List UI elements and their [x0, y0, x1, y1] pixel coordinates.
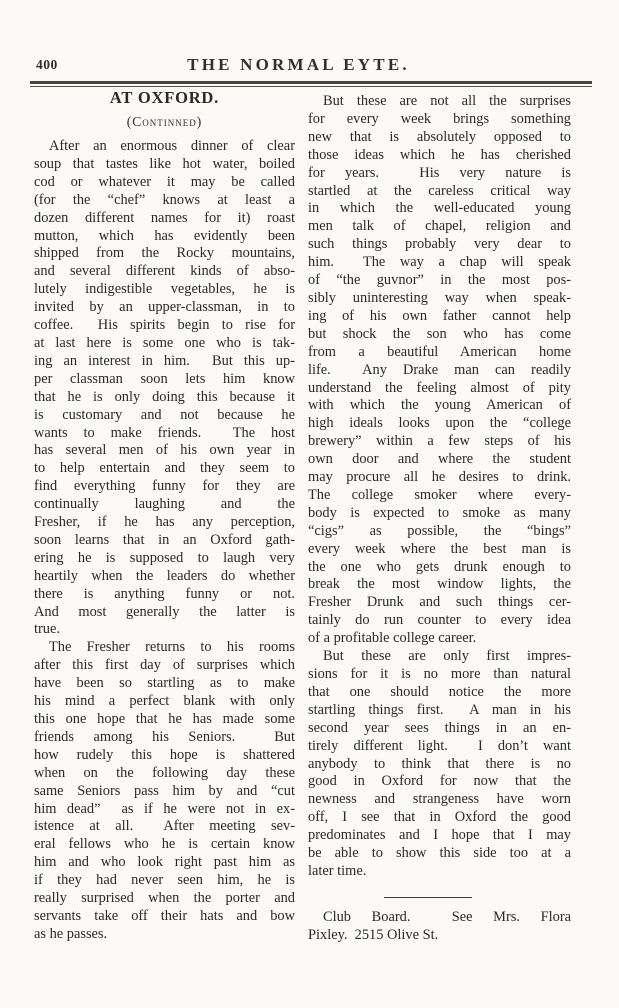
text-line: cod or whatever it may be called — [34, 173, 295, 190]
text-line: in which the well-educated young — [308, 200, 571, 217]
text-line: true. — [34, 621, 60, 638]
text-line: startling things first. A man in his — [308, 701, 571, 718]
text-line: coffee. His spirits begin to rise for — [34, 317, 295, 334]
paragraph — [34, 138, 295, 639]
text-line: predominates and I hope that I may — [308, 827, 571, 844]
right-column — [308, 93, 571, 945]
text-line: may procure all he desires to drink. — [308, 469, 571, 486]
text-line: for every week brings something — [308, 110, 571, 127]
text-line: how rudely this hope is shattered — [34, 746, 295, 763]
text-line: as he passes. — [34, 925, 108, 942]
text-line: from a beautiful American home — [308, 343, 571, 360]
text-line: the one who gets drunk enough to — [308, 558, 571, 575]
masthead-title: THE NORMAL EYTE. — [187, 55, 410, 74]
text-line: when on the following day these — [34, 764, 295, 781]
text-line: life. Any Drake man can readily — [308, 361, 571, 378]
text-line: dozen different names for it) roast — [34, 209, 295, 226]
text-line: newness and strangeness have worn — [308, 791, 571, 808]
text-line: second year sees things in an en- — [308, 719, 571, 736]
text-line: this one hope that he has made some — [34, 711, 295, 727]
text-line: tainly do run counter to every idea — [308, 612, 571, 629]
text-line: ing an interest in him. But this up- — [34, 352, 295, 369]
page-number: 400 — [36, 57, 58, 72]
text-line: has several men of his own year in — [34, 442, 295, 459]
text-line: eral fellows who he is certain know — [34, 836, 295, 853]
text-line: anybody to think that there is no — [308, 755, 571, 772]
section-divider-rule — [384, 897, 472, 898]
text-line: of “the guvnor” in the most pos- — [308, 272, 571, 289]
text-line: understand the feeling almost of pity — [308, 379, 571, 396]
text-line: startled at the careless critical way — [308, 182, 571, 199]
text-line: if they had never seen him, he is — [34, 872, 295, 889]
text-line: own door and where the student — [308, 451, 571, 468]
text-line: brewery” within a few steps of his — [308, 433, 571, 450]
text-line: and several different kinds of abso- — [34, 263, 295, 280]
paragraph — [34, 639, 295, 943]
text-line: after this first day of surprises which — [34, 657, 295, 674]
left-column-text — [34, 138, 295, 944]
text-line: but shock the son who has come — [308, 325, 571, 342]
paragraph — [308, 648, 571, 881]
text-line: of a profitable college career. — [308, 630, 477, 647]
text-line: with which the young American of — [308, 397, 571, 414]
article-title: AT OXFORD. — [109, 88, 220, 107]
text-line: off, I see that in Oxford the good — [308, 809, 571, 826]
text-line: ering he is supposed to laugh very — [34, 549, 295, 566]
text-line: those ideas which he has cherished — [308, 146, 571, 163]
header-rule — [30, 81, 592, 87]
text-line: him. The way a chap will speak — [308, 254, 571, 271]
text-line: sibly uninteresting way when speak- — [308, 289, 571, 306]
text-line: “cigs” as possible, the “bings” — [308, 522, 571, 539]
text-line: tirely different light. I don’t want — [308, 737, 571, 754]
text-line: friends among his Seniors. But — [34, 728, 295, 745]
left-column — [34, 88, 295, 944]
text-line: every week where the best man is — [308, 540, 571, 557]
text-line: ing of his own father cannot help — [308, 307, 571, 324]
text-line: shipped from the Rocky mountains, — [34, 245, 295, 262]
text-line: soup that tastes like hot water, boiled — [34, 155, 295, 172]
text-line: find everything funny for they are — [34, 478, 295, 495]
paragraph — [308, 93, 571, 648]
text-line: The college smoker where every- — [308, 486, 571, 503]
text-line: lutely indigestible vegetables, he is — [34, 281, 295, 298]
text-line: body is expected to smoke as many — [308, 504, 571, 521]
text-line: for years. His very nature is — [308, 164, 571, 181]
text-line: heartily when the leaders do whether — [34, 567, 295, 584]
text-line: wants to make friends. The host — [34, 424, 295, 441]
text-line: break the most window lights, the — [308, 576, 571, 593]
text-line: istence at all. After meeting sev- — [34, 818, 295, 835]
text-line: After an enormous dinner of clear — [49, 138, 295, 154]
text-line: at last here is some one who is tak- — [34, 334, 295, 351]
text-line: that he is only doing this because it — [34, 388, 295, 405]
text-line: mutton, which has evidently been — [34, 227, 295, 244]
text-line: per classman soon lets him know — [34, 370, 295, 387]
text-line: continually laughing and the — [34, 496, 295, 513]
text-line: invited by an upper-classman, in to — [34, 299, 295, 316]
text-line: servants take off their hats and bow — [34, 907, 295, 924]
text-line: same Seniors pass him by and “cut — [34, 782, 295, 799]
text-line: later time. — [308, 862, 367, 879]
text-line: Fresher Drunk and such things cer- — [308, 594, 571, 611]
text-line: that one should notice the more — [308, 683, 571, 700]
paragraph — [308, 909, 571, 945]
text-line: is customary and not because he — [34, 406, 295, 423]
text-line: But these are not all the surprises — [323, 93, 571, 109]
text-line: him and who look right past him as — [34, 854, 295, 871]
text-line: him dead” as if he were not in ex- — [34, 800, 295, 817]
article-subtitle: (Continned) — [126, 114, 203, 129]
text-line: (for the “chef” knows at least a — [34, 191, 295, 208]
text-line: And most generally the latter is — [34, 603, 295, 620]
text-line: Pixley. 2515 Olive St. — [308, 926, 439, 943]
text-line: there is anything funny or not. — [34, 585, 295, 602]
text-line: such things probably very dear to — [308, 236, 571, 253]
text-line: sions for it is no more than natural — [308, 666, 571, 682]
text-line: new that is absolutely opposed to — [308, 128, 571, 145]
text-line: soon learns that in an Oxford gath- — [34, 531, 295, 548]
text-line: men talk of chapel, religion and — [308, 218, 571, 235]
text-line: high ideals looks upon the “college — [308, 415, 571, 432]
text-line: The Fresher returns to his rooms — [49, 639, 295, 656]
text-line: to help entertain and they seem to — [34, 460, 295, 477]
text-line: Fresher, if he has any perception, — [34, 514, 295, 531]
text-line: really surprised when the porter and — [34, 890, 295, 907]
text-line: good in Oxford for now that the — [308, 773, 571, 790]
text-line: his mind a perfect blank with only — [34, 693, 295, 710]
text-line: be able to show this side too at a — [308, 845, 571, 862]
text-line: But these are only first impres- — [323, 648, 571, 665]
text-line: Club Board. See Mrs. Flora — [323, 908, 571, 925]
notice-text — [308, 909, 571, 945]
right-column-text — [308, 93, 571, 881]
text-line: have been so startling as to make — [34, 675, 295, 692]
